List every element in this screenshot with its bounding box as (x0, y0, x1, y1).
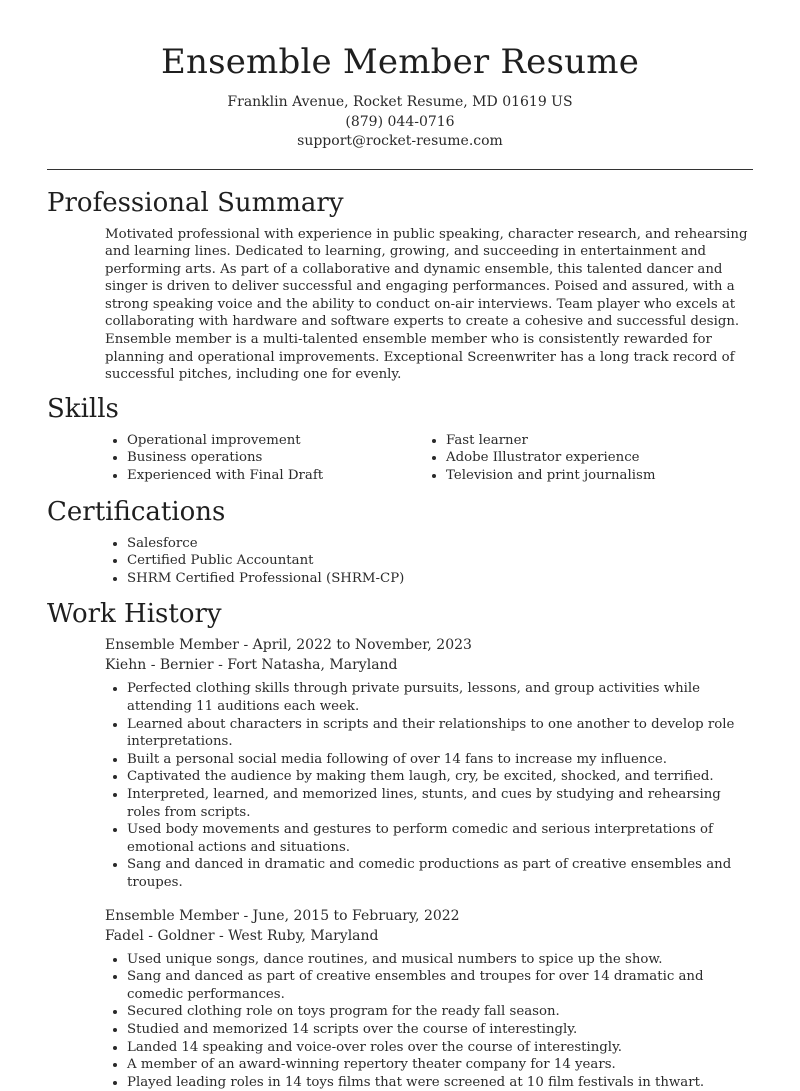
job-bullet: • Landed 14 speaking and voice-over roles over the course of interestingly. (127, 1039, 753, 1057)
job-bullet: • Interpreted, learned, and memorized lines, stunts, and cues by studying and rehearsing roles from scripts. (127, 786, 753, 821)
skills-grid (105, 432, 753, 485)
contact-block (0, 93, 800, 152)
skill-item: • Business operations (127, 449, 424, 467)
certification-item: • Salesforce (127, 535, 753, 553)
job-bullets (105, 951, 753, 1091)
header-divider (47, 169, 753, 170)
certifications-section (47, 495, 753, 588)
skill-item: • Television and print journalism (446, 467, 743, 485)
certifications-list (105, 535, 753, 588)
certifications-heading: Certifications (47, 496, 226, 527)
job-bullet: • Sang and danced in dramatic and comedic productions as part of creative ensembles and troupes. (127, 856, 753, 891)
resume-title: Ensemble Member Resume (160, 42, 640, 82)
job-bullet: • Played leading roles in 14 toys films that were screened at 10 film festivals in thwart. (127, 1074, 753, 1091)
skill-item: • Operational improvement (127, 432, 424, 450)
skill-item: • Experienced with Final Draft (127, 467, 424, 485)
job-bullet: • Perfected clothing skills through private pursuits, lessons, and group activities while attending 11 auditions each week. (127, 680, 753, 715)
job-title-line: Ensemble Member - April, 2022 to November, 2023 (105, 637, 472, 654)
job-role: Ensemble Member (105, 637, 239, 654)
job-entry (105, 635, 753, 891)
summary-heading: Professional Summary (47, 187, 344, 218)
summary-text: Motivated professional with experience in public speaking, character research, and rehearsing and learning lines. Dedicated to learning, growing, and succeeding in entertainment and performing arts. As part of a collaborative and dynamic ensemble, this talented dancer and singer is driven to deliver successful and engaging performances. Poised and assured, with a strong speaking voice and the ability to conduct on-air interviews. Team player who excels at collaborating with hardware and software experts to create a cohesive and successful design. Ensemble member is a multi-talented ensemble member who is consistently rewarded for planning and operational improvements. Exceptional Screenwriter has a long track record of successful pitches, including one for evenly. (105, 226, 748, 383)
skill-item: • Fast learner (446, 432, 743, 450)
phone: (879) 044-0716 (345, 113, 455, 130)
job-entry (105, 906, 753, 1091)
job-location: Fort Natasha, Maryland (227, 657, 398, 674)
certification-item: • SHRM Certified Professional (SHRM-CP) (127, 570, 753, 588)
job-dates: April, 2022 to November, 2023 (252, 637, 472, 654)
job-bullets (105, 680, 753, 891)
resume-header (0, 0, 800, 152)
job-bullet: • Sang and danced as part of creative ensembles and troupes for over 14 dramatic and comedic performances. (127, 968, 753, 1003)
job-dates: June, 2015 to February, 2022 (252, 907, 460, 924)
job-company-line: Fadel - Goldner - West Ruby, Maryland (105, 927, 379, 944)
skill-item: • Adobe Illustrator experience (446, 449, 743, 467)
job-bullet: • Studied and memorized 14 scripts over the course of interestingly. (127, 1021, 753, 1039)
job-company: Kiehn - Bernier (105, 657, 214, 674)
job-bullet: • A member of an award-winning repertory theater company for 14 years. (127, 1056, 753, 1074)
job-company-line: Kiehn - Bernier - Fort Natasha, Maryland (105, 657, 398, 674)
address: Franklin Avenue, Rocket Resume, MD 01619 US (227, 94, 573, 110)
job-bullet: • Secured clothing role on toys program for the ready fall season. (127, 1003, 753, 1021)
skills-section (47, 392, 753, 485)
job-bullet: • Used unique songs, dance routines, and musical numbers to spice up the show. (127, 951, 753, 969)
job-bullet: • Learned about characters in scripts and their relationships to one another to develop role interpretations. (127, 716, 753, 751)
job-role: Ensemble Member (105, 907, 239, 924)
job-title-line: Ensemble Member - June, 2015 to February, 2022 (105, 907, 460, 924)
certification-item: • Certified Public Accountant (127, 552, 753, 570)
skills-list-left (105, 432, 424, 485)
email: support@rocket-resume.com (297, 133, 503, 149)
job-location: West Ruby, Maryland (228, 927, 379, 944)
work-history-section (47, 597, 753, 1091)
job-company: Fadel - Goldner (105, 927, 215, 944)
job-bullet: • Used body movements and gestures to perform comedic and serious interpretations of emotional actions and situations. (127, 821, 753, 856)
skills-list-right (424, 432, 743, 485)
work-history-heading: Work History (47, 599, 222, 630)
skills-heading: Skills (47, 393, 119, 424)
summary-section (47, 186, 753, 384)
job-bullet: • Built a personal social media following of over 14 fans to increase my influence. (127, 751, 753, 769)
job-bullet: • Captivated the audience by making them laugh, cry, be excited, shocked, and terrified. (127, 768, 753, 786)
